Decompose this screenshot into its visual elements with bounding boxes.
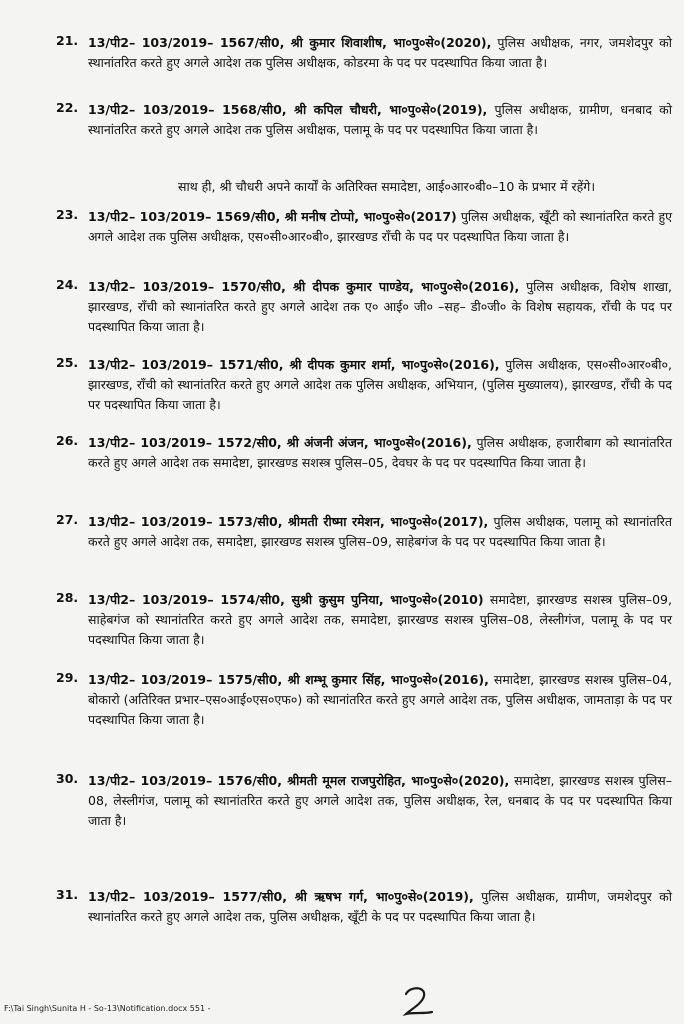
item-text: पुलिस अधीक्षक, ग्रामीण, जमशेदपुर को स्थानांतरित करते हुए अगले आदेश तक, पुलिस अधीक्षक, खूँटी के पद पर पदस्थापित किया जाता है। <box>88 889 672 924</box>
item-reference: 13/पी2– 103/2019– 1570/सी0, श्री दीपक कुमार पाण्डेय, भा०पु०से०(2016), <box>88 279 520 294</box>
item-reference: 13/पी2– 103/2019– 1569/सी0, श्री मनीष टोप्पो, भा०पु०से०(2017) <box>88 209 457 224</box>
item-text: पुलिस अधीक्षक, विशेष शाखा, झारखण्ड, राँची को स्थानांतरित करते हुए अगले आदेश तक ए० आई० जी० –सह– डी०जी० के विशेष सहायक, राँची के पद पर पदस्थापित किया जाता है। <box>88 279 673 334</box>
item-text: समादेष्टा, झारखण्ड सशस्त्र पुलिस–08, लेस्लीगंज, पलामू को स्थानांतरित करते हुए अगले आदेश तक, पुलिस अधीक्षक, रेल, धनबाद के पद पर पदस्थापित किया जाता है। <box>88 773 672 828</box>
item-reference: 13/पी2– 103/2019– 1573/सी0, श्रीमती रीष्मा रमेशन, भा०पु०से०(2017), <box>88 514 489 529</box>
item-body <box>88 887 672 927</box>
item-reference: 13/पी2– 103/2019– 1572/सी0, श्री अंजनी अंजन, भा०पु०से०(2016), <box>88 435 472 450</box>
item-text: पुलिस अधीक्षक, खूँटी को स्थानांतरित करते हुए अगले आदेश तक पुलिस अधीक्षक, एस०सी०आर०बी०, झारखण्ड राँची के पद पर पदस्थापित किया जाता है। <box>88 209 672 244</box>
item-text: पुलिस अधीक्षक, हजारीबाग को स्थानांतरित करते हुए अगले आदेश तक समादेष्टा, झारखण्ड सशस्त्र पुलिस–05, देवघर के पद पर पदस्थापित किया जाता है। <box>88 435 673 470</box>
item-text: समादेष्टा, झारखण्ड सशस्त्र पुलिस–09, साहेबगंज को स्थानांतरित करते हुए अगले आदेश तक, समादेष्टा, झारखण्ड सशस्त्र पुलिस–08, लेस्लीगंज, पलामू के पद पर पदस्थापित किया जाता है। <box>88 592 672 647</box>
item-text: पुलिस अधीक्षक, ग्रामीण, धनबाद को स्थानांतरित करते हुए अगले आदेश तक पुलिस अधीक्षक, पलामू के पद पर पदस्थापित किया जाता है। <box>88 102 672 137</box>
item-body <box>88 355 672 415</box>
item-note: साथ ही, श्री चौधरी अपने कार्यों के अतिरिक्त समादेष्टा, आई०आर०बी०–10 के प्रभार में रहेंगे। <box>178 179 596 194</box>
item-body <box>88 33 672 73</box>
item-body <box>88 433 672 473</box>
footer-file-path: F:\Tai Singh\Sunita H - So-13\Notification.docx 551 - <box>4 1004 211 1013</box>
item-body <box>88 277 672 337</box>
item-reference: 13/पी2– 103/2019– 1575/सी0, श्री शम्भू कुमार सिंह, भा०पु०से०(2016), <box>88 672 489 687</box>
item-text: समादेष्टा, झारखण्ड सशस्त्र पुलिस–04, बोकारो (अतिरिक्त प्रभार–एस०आई०एस०एफ०) को स्थानांतरित करते हुए अगले आदेश तक, पुलिस अधीक्षक, जामताड़ा के पद पर पदस्थापित किया जाता है। <box>88 672 672 727</box>
item-text: पुलिस अधीक्षक, एस०सी०आर०बी०, झारखण्ड, राँची को स्थानांतरित करते हुए अगले आदेश तक पुलिस अधीक्षक, अभियान, (पुलिस मुख्यालय), झारखण्ड, राँची के पद पर पदस्थापित किया जाता है। <box>88 357 672 412</box>
item-body <box>88 100 672 140</box>
item-number: 23. <box>56 207 79 222</box>
item-number: 26. <box>56 433 79 448</box>
item-number: 31. <box>56 887 79 902</box>
item-reference: 13/पी2– 103/2019– 1574/सी0, सुश्री कुसुम पुनिया, भा०पु०से०(2010) <box>88 592 484 607</box>
item-number: 25. <box>56 355 79 370</box>
item-number: 22. <box>56 100 79 115</box>
item-body <box>88 771 672 831</box>
item-body <box>88 207 672 247</box>
item-text: पुलिस अधीक्षक, पलामू को स्थानांतरित करते हुए अगले आदेश तक, समादेष्टा, झारखण्ड सशस्त्र पुलिस–09, साहेबगंज के पद पर पदस्थापित किया जाता है। <box>88 514 673 549</box>
item-reference: 13/पी2– 103/2019– 1576/सी0, श्रीमती मूमल राजपुरोहित, भा०पु०से०(2020), <box>88 773 510 788</box>
item-reference: 13/पी2– 103/2019– 1568/सी0, श्री कपिल चौधरी, भा०पु०से०(2019), <box>88 102 488 117</box>
item-body <box>88 670 672 730</box>
item-number: 28. <box>56 590 79 605</box>
item-number: 21. <box>56 33 79 48</box>
item-number: 29. <box>56 670 79 685</box>
item-body <box>88 512 672 552</box>
item-number: 27. <box>56 512 79 527</box>
item-reference: 13/पी2– 103/2019– 1577/सी0, श्री ऋषभ गर्ग, भा०पु०से०(2019), <box>88 889 474 904</box>
item-text: पुलिस अधीक्षक, नगर, जमशेदपुर को स्थानांतरित करते हुए अगले आदेश तक पुलिस अधीक्षक, कोडरमा के पद पर पदस्थापित किया जाता है। <box>88 35 672 70</box>
item-reference: 13/पी2– 103/2019– 1571/सी0, श्री दीपक कुमार शर्मा, भा०पु०से०(2016), <box>88 357 500 372</box>
item-reference: 13/पी2– 103/2019– 1567/सी0, श्री कुमार शिवाशीष, भा०पु०से०(2020), <box>88 35 492 50</box>
handwritten-page-number <box>400 984 436 1022</box>
item-number: 24. <box>56 277 79 292</box>
item-body <box>88 590 672 650</box>
item-number: 30. <box>56 771 79 786</box>
